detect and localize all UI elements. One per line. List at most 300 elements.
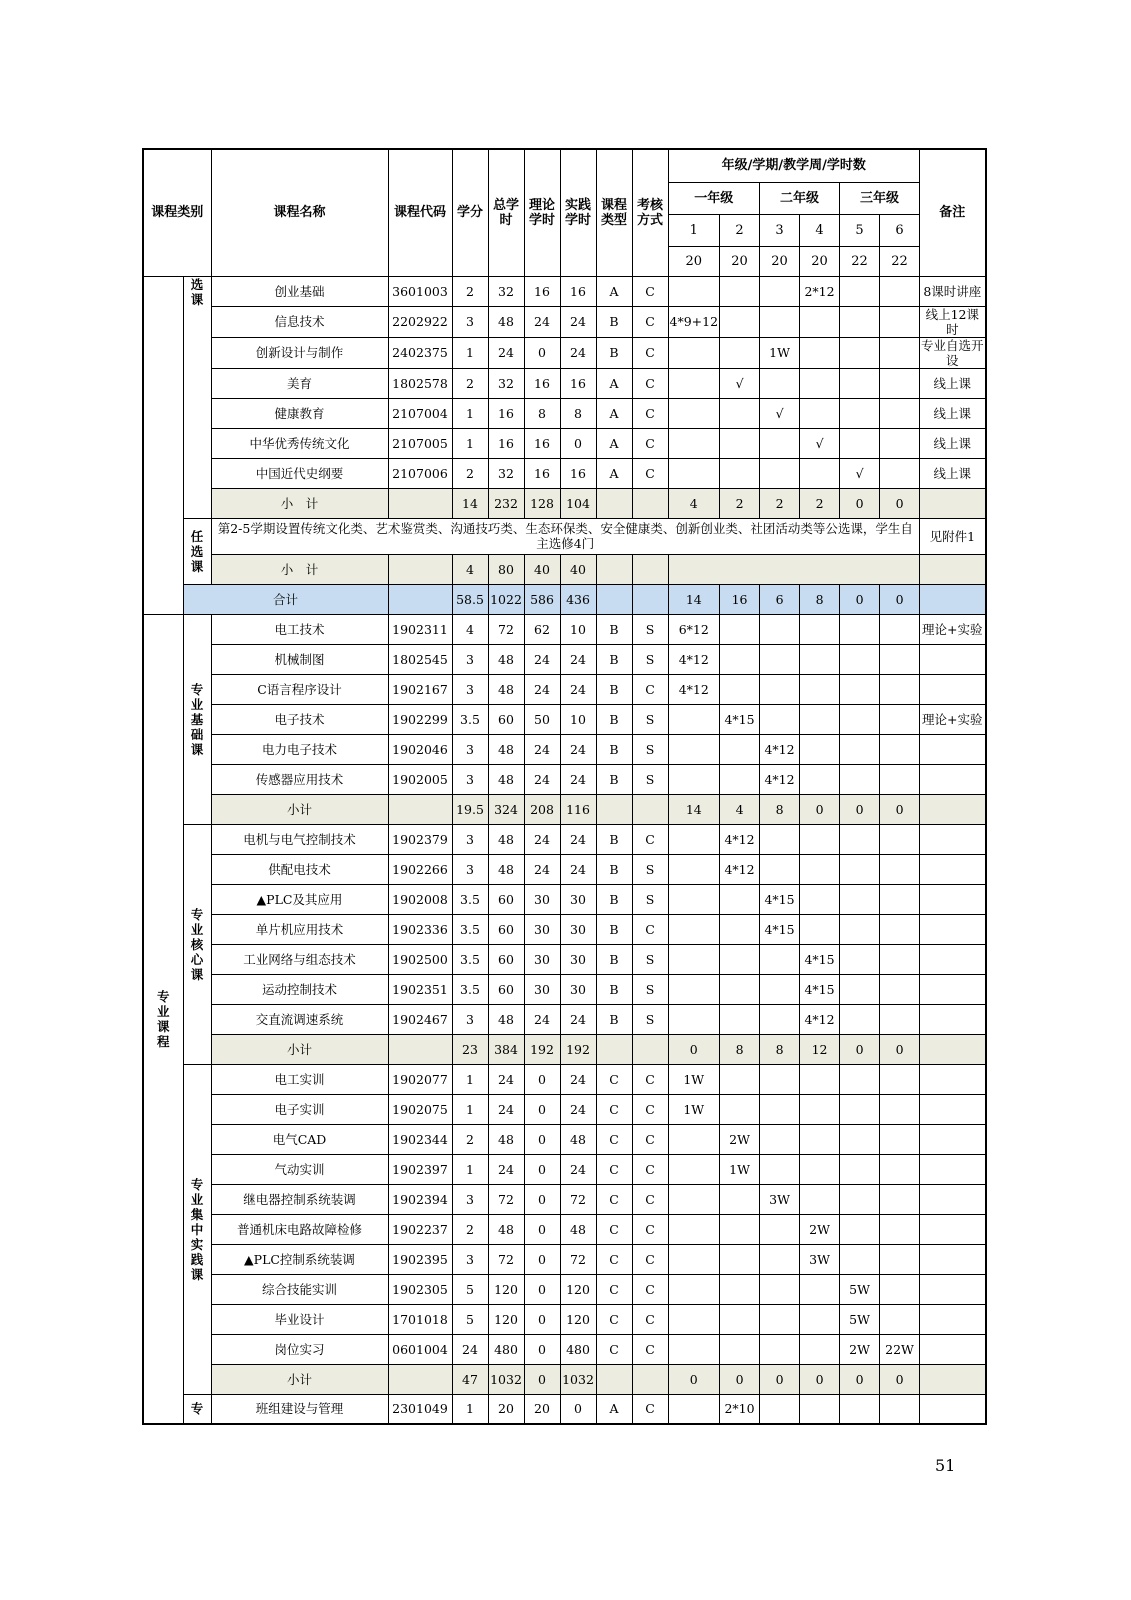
subtotal-assess [632,794,668,824]
subtotal-semester-4: 12 [800,1034,840,1064]
course-code: 2107005 [388,428,452,458]
table-row [143,368,986,398]
subtotal-credit: 4 [452,554,488,584]
course-type: B [596,914,632,944]
theory-hours: 0 [524,1334,560,1364]
course-code: 1902237 [388,1214,452,1244]
subtotal-semester-6: 0 [880,488,920,518]
credit: 1 [452,428,488,458]
total-hours: 72 [488,1244,524,1274]
semester-4 [800,458,840,488]
table-row [143,306,986,337]
grand-total-code [388,584,452,614]
credit: 24 [452,1334,488,1364]
table-row [143,1004,986,1034]
subtotal-practice-hours: 40 [560,554,596,584]
assessment: C [632,1274,668,1304]
assessment: C [632,306,668,337]
practice-hours: 48 [560,1124,596,1154]
semester-2 [720,914,760,944]
remark [920,1184,986,1214]
course-name: 电气CAD [211,1124,388,1154]
subtotal-label: 小 计 [211,488,388,518]
grand-total-theory-hours: 586 [524,584,560,614]
course-name: ▲PLC及其应用 [211,884,388,914]
semester-5 [840,854,880,884]
remark: 理论+实验 [920,614,986,644]
semester-6 [880,1184,920,1214]
semester-3 [760,1064,800,1094]
semester-4: √ [800,428,840,458]
semester-3 [760,1004,800,1034]
total-hours: 60 [488,884,524,914]
total-hours: 60 [488,914,524,944]
section-extension-label: 专 [183,1394,211,1424]
semester-5 [840,824,880,854]
semester-3 [760,1244,800,1274]
semester-5 [840,1004,880,1034]
header-week: 20 [668,246,720,276]
table-row [143,276,986,306]
semester-1 [668,1304,720,1334]
subtotal-credit: 47 [452,1364,488,1394]
subtotal-semester-5: 0 [840,1034,880,1064]
table-body [143,276,986,1424]
assessment: C [632,458,668,488]
subtotal-semester-5: 0 [840,488,880,518]
theory-hours: 0 [524,1094,560,1124]
course-name: 继电器控制系统装调 [211,1184,388,1214]
course-code: 1902266 [388,854,452,884]
semester-4 [800,1394,840,1424]
table-row [143,914,986,944]
total-hours: 16 [488,428,524,458]
curriculum-table [142,148,987,1425]
header-theory-hours: 理论学时 [524,149,560,276]
subtotal-row [143,554,986,584]
subtotal-total-hours: 324 [488,794,524,824]
practice-hours: 30 [560,914,596,944]
table-row [143,1154,986,1184]
theory-hours: 16 [524,428,560,458]
subtotal-semester-1: 0 [668,1034,720,1064]
semester-4 [800,1334,840,1364]
semester-6 [880,884,920,914]
semester-2 [720,974,760,1004]
table-row [143,1394,986,1424]
credit: 3 [452,306,488,337]
semester-4: 2W [800,1214,840,1244]
semester-3 [760,644,800,674]
practice-hours: 0 [560,428,596,458]
semester-3 [760,674,800,704]
semester-3 [760,306,800,337]
remark [920,674,986,704]
course-code: 1902311 [388,614,452,644]
credit: 1 [452,1064,488,1094]
practice-hours: 24 [560,1094,596,1124]
subtotal-total-hours: 232 [488,488,524,518]
subtotal-remark [920,1364,986,1394]
theory-hours: 0 [524,337,560,368]
subtotal-semester-1: 14 [668,794,720,824]
semester-5 [840,368,880,398]
subtotal-row [143,1364,986,1394]
semester-1 [668,704,720,734]
theory-hours: 24 [524,854,560,884]
page-number: 51 [935,1456,956,1475]
total-hours: 20 [488,1394,524,1424]
assessment: C [632,1154,668,1184]
subtotal-code [388,488,452,518]
category-public-course [143,276,183,614]
assessment: C [632,824,668,854]
semester-5: 5W [840,1274,880,1304]
course-type: C [596,1124,632,1154]
course-name: ▲PLC控制系统装调 [211,1244,388,1274]
course-name: 毕业设计 [211,1304,388,1334]
semester-6 [880,428,920,458]
table-row [143,428,986,458]
subtotal-type [596,488,632,518]
practice-hours: 24 [560,306,596,337]
credit: 3 [452,1004,488,1034]
semester-5 [840,674,880,704]
remark: 线上12课时 [920,306,986,337]
remark [920,1064,986,1094]
semester-6 [880,1214,920,1244]
subtotal-type [596,794,632,824]
remark: 理论+实验 [920,704,986,734]
free-elective-remark: 见附件1 [920,518,986,554]
course-type: B [596,824,632,854]
subtotal-assess [632,1034,668,1064]
total-hours: 24 [488,1094,524,1124]
semester-6 [880,1244,920,1274]
course-name: 传感器应用技术 [211,764,388,794]
subtotal-theory-hours: 208 [524,794,560,824]
semester-4: 4*12 [800,1004,840,1034]
total-hours: 48 [488,734,524,764]
course-name: 中国近代史纲要 [211,458,388,488]
course-code: 3601003 [388,276,452,306]
course-type: B [596,306,632,337]
total-hours: 48 [488,1004,524,1034]
credit: 2 [452,1214,488,1244]
course-name: 交直流调速系统 [211,1004,388,1034]
practice-hours: 72 [560,1244,596,1274]
semester-1 [668,1004,720,1034]
semester-3 [760,944,800,974]
semester-2 [720,734,760,764]
header-assessment: 考核方式 [632,149,668,276]
subtotal-semester-5: 0 [840,794,880,824]
semester-1 [668,884,720,914]
semester-4 [800,1124,840,1154]
theory-hours: 30 [524,974,560,1004]
semester-3 [760,458,800,488]
course-name: 工业网络与组态技术 [211,944,388,974]
semester-1 [668,974,720,1004]
credit: 3 [452,764,488,794]
course-code: 1902394 [388,1184,452,1214]
course-type: C [596,1184,632,1214]
course-code: 1902344 [388,1124,452,1154]
header-semester: 1 [668,214,720,246]
subtotal-theory-hours: 40 [524,554,560,584]
course-code: 1902500 [388,944,452,974]
table-row [143,1064,986,1094]
semester-1 [668,854,720,884]
course-code: 1902397 [388,1154,452,1184]
subtotal-semester-1: 0 [668,1364,720,1394]
course-name: 气动实训 [211,1154,388,1184]
subtotal-assess [632,554,668,584]
semester-5 [840,1124,880,1154]
semester-4 [800,764,840,794]
credit: 3 [452,1184,488,1214]
semester-4 [800,884,840,914]
subtotal-practice-hours: 116 [560,794,596,824]
remark [920,1274,986,1304]
semester-5 [840,914,880,944]
semester-2 [720,1304,760,1334]
practice-hours: 480 [560,1334,596,1364]
remark [920,854,986,884]
free-elective-description: 第2-5学期设置传统文化类、艺术鉴赏类、沟通技巧类、生态环保类、安全健康类、创新创业类、社团活动类等公选课，学生自主选修4门 [211,518,920,554]
semester-2 [720,428,760,458]
semester-5 [840,428,880,458]
course-name: 健康教育 [211,398,388,428]
course-name: 创新设计与制作 [211,337,388,368]
semester-3 [760,1394,800,1424]
practice-hours: 24 [560,764,596,794]
theory-hours: 0 [524,1274,560,1304]
header-semester: 4 [800,214,840,246]
total-hours: 48 [488,824,524,854]
semester-2 [720,1244,760,1274]
total-hours: 48 [488,674,524,704]
course-type: B [596,884,632,914]
assessment: C [632,1394,668,1424]
grand-total-semester-6: 0 [880,584,920,614]
subtotal-theory-hours: 192 [524,1034,560,1064]
assessment: C [632,1214,668,1244]
semester-4 [800,1094,840,1124]
course-type: B [596,614,632,644]
semester-3: 4*15 [760,914,800,944]
header-schedule-title: 年级/学期/教学周/学时数 [668,149,920,182]
subtotal-type [596,1034,632,1064]
grand-total-semester-5: 0 [840,584,880,614]
subtotal-semester-3: 2 [760,488,800,518]
semester-1: 4*12 [668,644,720,674]
semester-4 [800,674,840,704]
table-row [143,974,986,1004]
table-row [143,854,986,884]
theory-hours: 30 [524,914,560,944]
header-year1: 一年级 [668,182,760,214]
assessment: C [632,1064,668,1094]
semester-5 [840,884,880,914]
semester-6 [880,914,920,944]
theory-hours: 0 [524,1214,560,1244]
course-type: B [596,337,632,368]
semester-2: √ [720,368,760,398]
semester-2 [720,674,760,704]
semester-6: 22W [880,1334,920,1364]
header-total-hours: 总学时 [488,149,524,276]
semester-6 [880,674,920,704]
total-hours: 32 [488,458,524,488]
total-hours: 32 [488,368,524,398]
course-name: 信息技术 [211,306,388,337]
practice-hours: 24 [560,734,596,764]
grand-total-remark [920,584,986,614]
section-elective-label: 选 课 [183,276,211,518]
semester-2 [720,1214,760,1244]
course-type: C [596,1334,632,1364]
table-row [143,1184,986,1214]
semester-6 [880,824,920,854]
semester-4: 4*15 [800,974,840,1004]
course-name: 电子技术 [211,704,388,734]
course-type: C [596,1154,632,1184]
assessment: S [632,884,668,914]
theory-hours: 24 [524,306,560,337]
semester-1 [668,1184,720,1214]
course-code: 1902299 [388,704,452,734]
remark [920,944,986,974]
subtotal-semester-6: 0 [880,1364,920,1394]
semester-5 [840,398,880,428]
practice-hours: 120 [560,1304,596,1334]
subtotal-type [596,554,632,584]
credit: 3 [452,854,488,884]
practice-hours: 10 [560,704,596,734]
semester-1: 1W [668,1064,720,1094]
semester-5 [840,944,880,974]
table-row [143,1274,986,1304]
semester-3: 3W [760,1184,800,1214]
course-type: B [596,674,632,704]
header-practice-hours: 实践学时 [560,149,596,276]
table-row [143,398,986,428]
grand-total-credit: 58.5 [452,584,488,614]
grand-total-total-hours: 1022 [488,584,524,614]
semester-3: 4*12 [760,734,800,764]
course-name: 电力电子技术 [211,734,388,764]
theory-hours: 8 [524,398,560,428]
course-name: C语言程序设计 [211,674,388,704]
section-free-elective-label: 任 选 课 [183,518,211,584]
theory-hours: 24 [524,764,560,794]
subtotal-semester-2: 4 [720,794,760,824]
total-hours: 72 [488,614,524,644]
semester-2 [720,458,760,488]
subtotal-row [143,488,986,518]
semester-5 [840,644,880,674]
table-row [143,1244,986,1274]
course-type: C [596,1214,632,1244]
semester-5 [840,1094,880,1124]
practice-hours: 16 [560,368,596,398]
theory-hours: 24 [524,644,560,674]
semester-3 [760,1304,800,1334]
assessment: C [632,914,668,944]
credit: 3 [452,824,488,854]
credit: 1 [452,1094,488,1124]
semester-1 [668,734,720,764]
course-name: 班组建设与管理 [211,1394,388,1424]
semester-1 [668,458,720,488]
assessment: S [632,854,668,884]
remark: 专业自选开设 [921,337,984,368]
semester-2 [720,1004,760,1034]
subtotal-semester-2: 2 [720,488,760,518]
assessment: C [632,276,668,306]
semester-2 [720,1064,760,1094]
remark: 线上课 [920,368,986,398]
semester-5 [840,337,880,368]
theory-hours: 24 [524,734,560,764]
semester-4 [800,1304,840,1334]
header-year2: 二年级 [760,182,840,214]
semester-3 [760,1094,800,1124]
header-week: 22 [840,246,880,276]
credit: 3 [452,734,488,764]
header-semester: 5 [840,214,880,246]
course-type: A [596,368,632,398]
table-header [143,149,986,276]
section-basic-label: 专 业 基 础 课 [183,614,211,824]
subtotal-assess [632,488,668,518]
header-semester: 2 [720,214,760,246]
practice-hours: 16 [560,458,596,488]
remark [920,974,986,1004]
semester-3 [760,704,800,734]
theory-hours: 24 [524,1004,560,1034]
course-type: A [596,398,632,428]
total-hours: 72 [488,1184,524,1214]
semester-4: 4*15 [800,944,840,974]
semester-5 [840,764,880,794]
semester-4 [800,1154,840,1184]
course-code: 1802545 [388,644,452,674]
subtotal-semester-2: 0 [720,1364,760,1394]
subtotal-semester-4: 0 [800,1364,840,1394]
total-hours: 60 [488,974,524,1004]
credit: 3 [452,644,488,674]
table-row [143,1214,986,1244]
credit: 2 [452,1124,488,1154]
total-hours: 48 [488,764,524,794]
theory-hours: 0 [524,1184,560,1214]
theory-hours: 20 [524,1394,560,1424]
semester-6 [880,644,920,674]
semester-4 [800,1184,840,1214]
subtotal-total-hours: 1032 [488,1364,524,1394]
category-professional-course: 专 业 课 程 [143,614,183,1424]
semester-6 [880,974,920,1004]
course-type: C [596,1244,632,1274]
table-row [143,1124,986,1154]
assessment: C [632,398,668,428]
remark [920,1154,986,1184]
total-hours: 120 [488,1304,524,1334]
semester-2 [720,1274,760,1304]
course-code: 2107006 [388,458,452,488]
